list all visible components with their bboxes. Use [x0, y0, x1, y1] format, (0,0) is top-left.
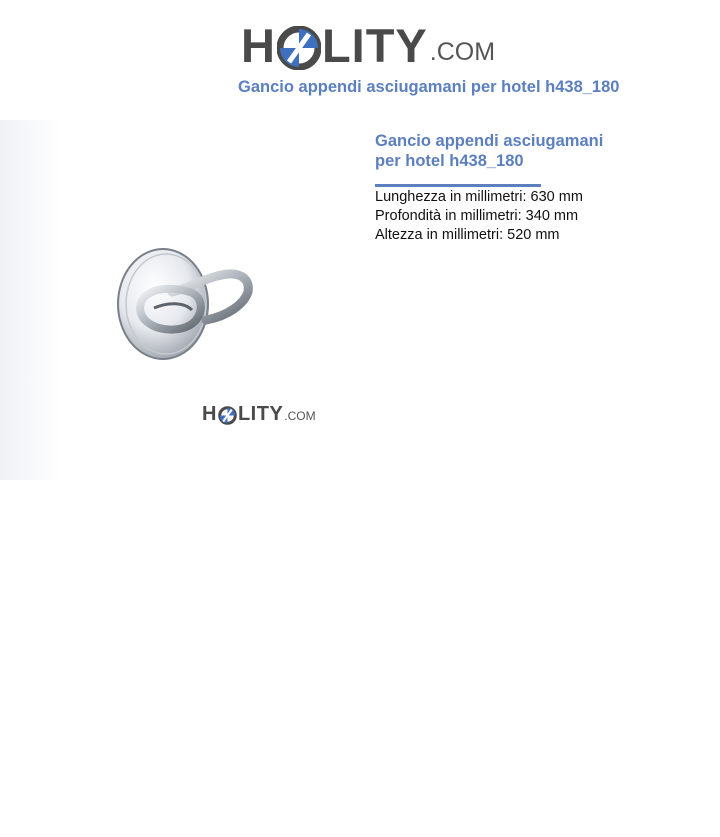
double-towel-hook-icon — [110, 240, 260, 365]
watermark-logo — [202, 402, 316, 426]
watermark-text-lity: LITY — [237, 403, 284, 425]
logo-o-icon — [277, 26, 321, 70]
spec-length: Lunghezza in millimetri: 630 mm — [375, 189, 583, 205]
watermark-text-h: H — [202, 403, 217, 425]
title-divider — [375, 184, 541, 187]
spec-height: Altezza in millimetri: 520 mm — [375, 227, 560, 243]
spec-depth: Profondità in millimetri: 340 mm — [375, 208, 579, 224]
watermark-o-icon — [218, 406, 237, 425]
product-title: Gancio appendi asciugamani per hotel h438_180 — [375, 132, 604, 170]
page-title: Gancio appendi asciugamani per hotel h438_180 — [238, 78, 620, 96]
site-logo[interactable] — [241, 12, 495, 72]
logo-text-lity: LITY — [321, 19, 428, 72]
product-info — [375, 131, 615, 245]
logo-suffix: .COM — [429, 38, 496, 66]
logo-text-h: H — [241, 19, 276, 72]
watermark-suffix: .COM — [284, 409, 316, 423]
